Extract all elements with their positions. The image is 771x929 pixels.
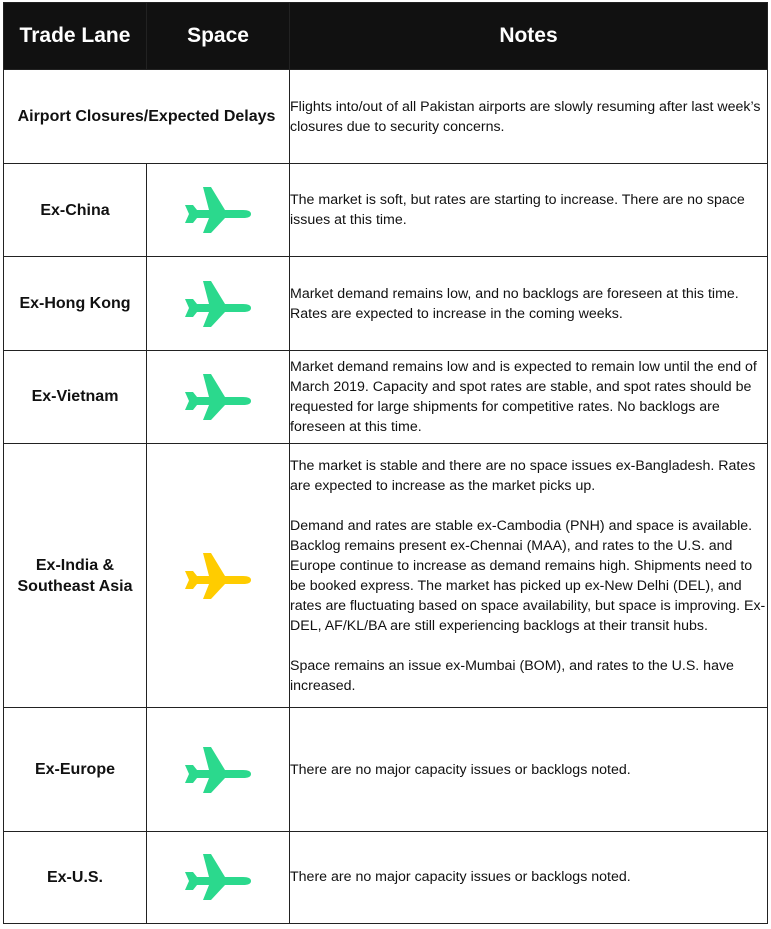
note-paragraph: There are no major capacity issues or backlogs noted. [290, 869, 631, 886]
notes-cell [290, 443, 768, 708]
airplane-icon [185, 567, 251, 584]
note-paragraph: The market is stable and there are no space issues ex-Bangladesh. Rates are expected to increase as the market picks up. [290, 457, 756, 494]
header-row [4, 3, 768, 70]
trade-lane-cell: Ex-Europe [4, 708, 147, 831]
paragraph-gap [290, 636, 767, 656]
space-cell [147, 831, 290, 923]
notes-cell [290, 708, 768, 831]
space-cell [147, 443, 290, 708]
trade-lane-cell: Ex-Hong Kong [4, 257, 147, 350]
header-notes: Notes [290, 3, 768, 70]
space-cell [147, 350, 290, 443]
table-row [4, 257, 768, 350]
space-cell [147, 164, 290, 257]
note-paragraph: Market demand remains low, and no backlogs are foreseen at this time. Rates are expected to increase in the coming weeks. [290, 285, 739, 322]
airplane-icon [185, 202, 251, 219]
notes-cell [290, 831, 768, 923]
airplane-icon [185, 388, 251, 405]
trade-lane-cell: Ex-U.S. [4, 831, 147, 923]
table-row [4, 831, 768, 923]
note-paragraph: Space remains an issue ex-Mumbai (BOM), and rates to the U.S. have increased. [290, 657, 734, 694]
trade-lane-cell: Ex-China [4, 164, 147, 257]
airplane-icon [185, 761, 251, 778]
notes-cell [290, 257, 768, 350]
header-trade-lane: Trade Lane [4, 3, 147, 70]
airplane-icon [185, 869, 251, 886]
note-paragraph: The market is soft, but rates are starting to increase. There are no space issues at this time. [290, 192, 745, 229]
note-paragraph: Demand and rates are stable ex-Cambodia (PNH) and space is available. Backlog remains present ex-Chennai (MAA), and rates to the U.S. and Europe continue to increase as demand remains high. Shipments need to be booked express. The market has picked up ex-New Delhi (DEL), and rates are fluctuating based on space availability, but space is improving. Ex-DEL, AF/KL/BA are still experiencing backlogs at their transit hubs. [290, 517, 766, 634]
alert-label: Airport Closures/Expected Delays [4, 70, 290, 164]
notes-cell [290, 164, 768, 257]
note-paragraph: Market demand remains low and is expected to remain low until the end of March 2019. Capacity and spot rates are stable, and spot rates should be requested for large shipments for competitive rates. No backlogs are foreseen at this time. [290, 358, 757, 435]
trade-lane-cell: Ex-India & Southeast Asia [4, 443, 147, 708]
note-paragraph: There are no major capacity issues or backlogs noted. [290, 761, 631, 778]
table-row [4, 443, 768, 708]
trade-lane-cell: Ex-Vietnam [4, 350, 147, 443]
table-row [4, 708, 768, 831]
space-cell [147, 257, 290, 350]
trade-lane-table [3, 2, 768, 924]
alert-note: Flights into/out of all Pakistan airports are slowly resuming after last week’s closures due to security concerns. [290, 70, 768, 164]
table-row [4, 164, 768, 257]
table-row [4, 350, 768, 443]
alert-row [4, 70, 768, 164]
airplane-icon [185, 295, 251, 312]
paragraph-gap [290, 496, 767, 516]
notes-cell [290, 350, 768, 443]
space-cell [147, 708, 290, 831]
header-space: Space [147, 3, 290, 70]
